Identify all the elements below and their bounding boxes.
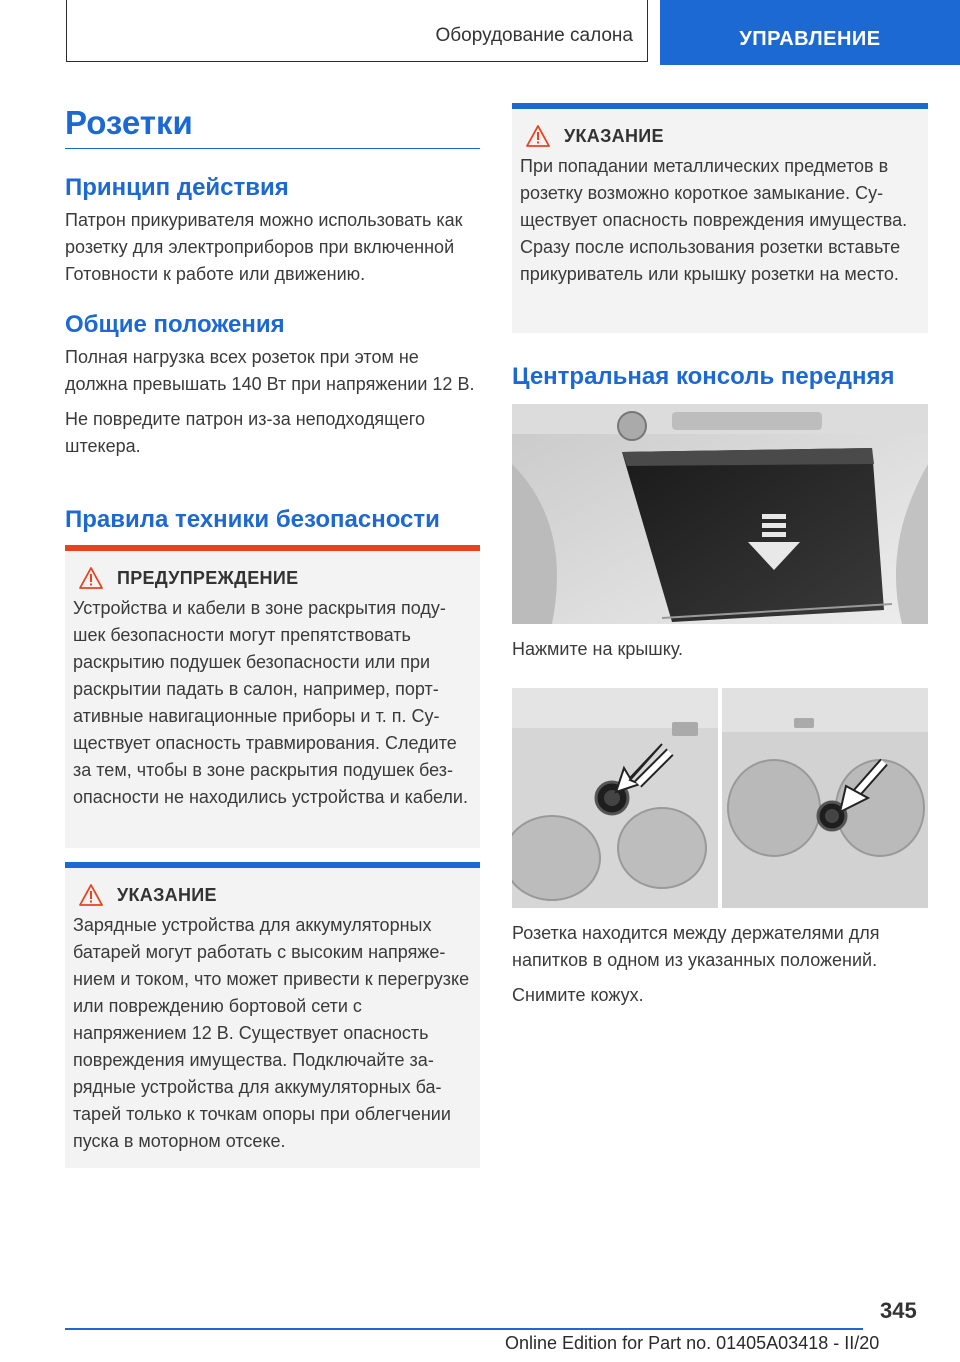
- title-rule: [65, 148, 480, 149]
- notice-title-2: [526, 125, 918, 147]
- console-section: [512, 362, 932, 392]
- notice-triangle-icon: [526, 125, 550, 147]
- header-chapter: [660, 0, 960, 65]
- footer-rule: [65, 1328, 863, 1330]
- footer-edition: Online Edition for Part no. 01405A03418 - II/20: [505, 1333, 880, 1353]
- caption-2: Розетка находится между держателями для напитков в одном из указанных положений.: [512, 923, 880, 970]
- page-number: 345: [880, 1298, 917, 1323]
- safety-section: [65, 505, 480, 535]
- notice-box-1: [65, 862, 480, 1168]
- console-cover-image: [512, 404, 928, 624]
- notice-bar-2: [512, 103, 928, 109]
- notice-title-1: [79, 884, 470, 906]
- warning-title: [79, 567, 470, 589]
- notice-label-1: УКАЗАНИЕ: [117, 884, 217, 905]
- principle-heading: Принцип действия: [65, 174, 289, 201]
- caption-1: Нажмите на крышку.: [512, 639, 684, 659]
- warning-box: [65, 545, 480, 848]
- notice-label-2: УКАЗАНИЕ: [564, 125, 664, 146]
- general-text-1: Полная нагрузка всех розеток при этом не должна превышать 140 Вт при напряжении 12 В.: [65, 347, 475, 394]
- warning-bar: [65, 545, 480, 551]
- general-text-2: Не повредите патрон из-за неподходящего штекера.: [65, 409, 425, 456]
- safety-heading: Правила техники безопасности: [65, 506, 440, 533]
- console-heading: Центральная консоль передняя: [512, 363, 895, 390]
- notice-box-2: [512, 103, 928, 333]
- notice-text-2: При попадании металлических предметов в розетку возможно короткое замыкание. Существует опасность повреждения имущества. Сразу после использования розетки вставьте прикуриватель или крышку розетки на место.: [520, 156, 908, 284]
- page-title: Розетки: [65, 104, 193, 141]
- header-section: [66, 0, 648, 62]
- principle-text: Патрон прикуривателя можно использовать как розетку для электроприборов при включенной Готовности к работе или движению.: [65, 210, 463, 284]
- principle-section: [65, 173, 480, 288]
- caption-3: Снимите кожух.: [512, 985, 644, 1005]
- notice-triangle-icon: [79, 884, 103, 906]
- general-section: [65, 310, 480, 460]
- notice-bar-1: [65, 862, 480, 868]
- warning-label: ПРЕДУПРЕЖДЕНИЕ: [117, 567, 299, 588]
- notice-text-1: Зарядные устройства для аккумуляторных батарей могут работать с высоким напряжением и током, что может привести к перегрузке или повреждению бортовой сети с напряжением 12 В. Существует опасность повреждения имущества. Подключайте зарядные устройства для аккумуляторных батарей только к точкам опоры при облегчении пуска в моторном отсеке.: [73, 915, 470, 1151]
- header-chapter-label: УПРАВЛЕНИЕ: [739, 28, 881, 50]
- general-heading: Общие положения: [65, 311, 285, 338]
- warning-text: Устройства и кабели в зоне раскрытия подушек безопасности могут препятствовать раскрытию подушек безопасности или при раскрытии падать в салон, например, портативные навигационные приборы и т. п. Существует опасность травмирования. Следите за тем, чтобы в зоне раскрытия подушек безопасности не находились устройства и кабели.: [73, 598, 468, 807]
- socket-positions-image: [512, 688, 928, 908]
- header-section-label: Оборудование салона: [435, 25, 633, 46]
- warning-triangle-icon: [79, 567, 103, 589]
